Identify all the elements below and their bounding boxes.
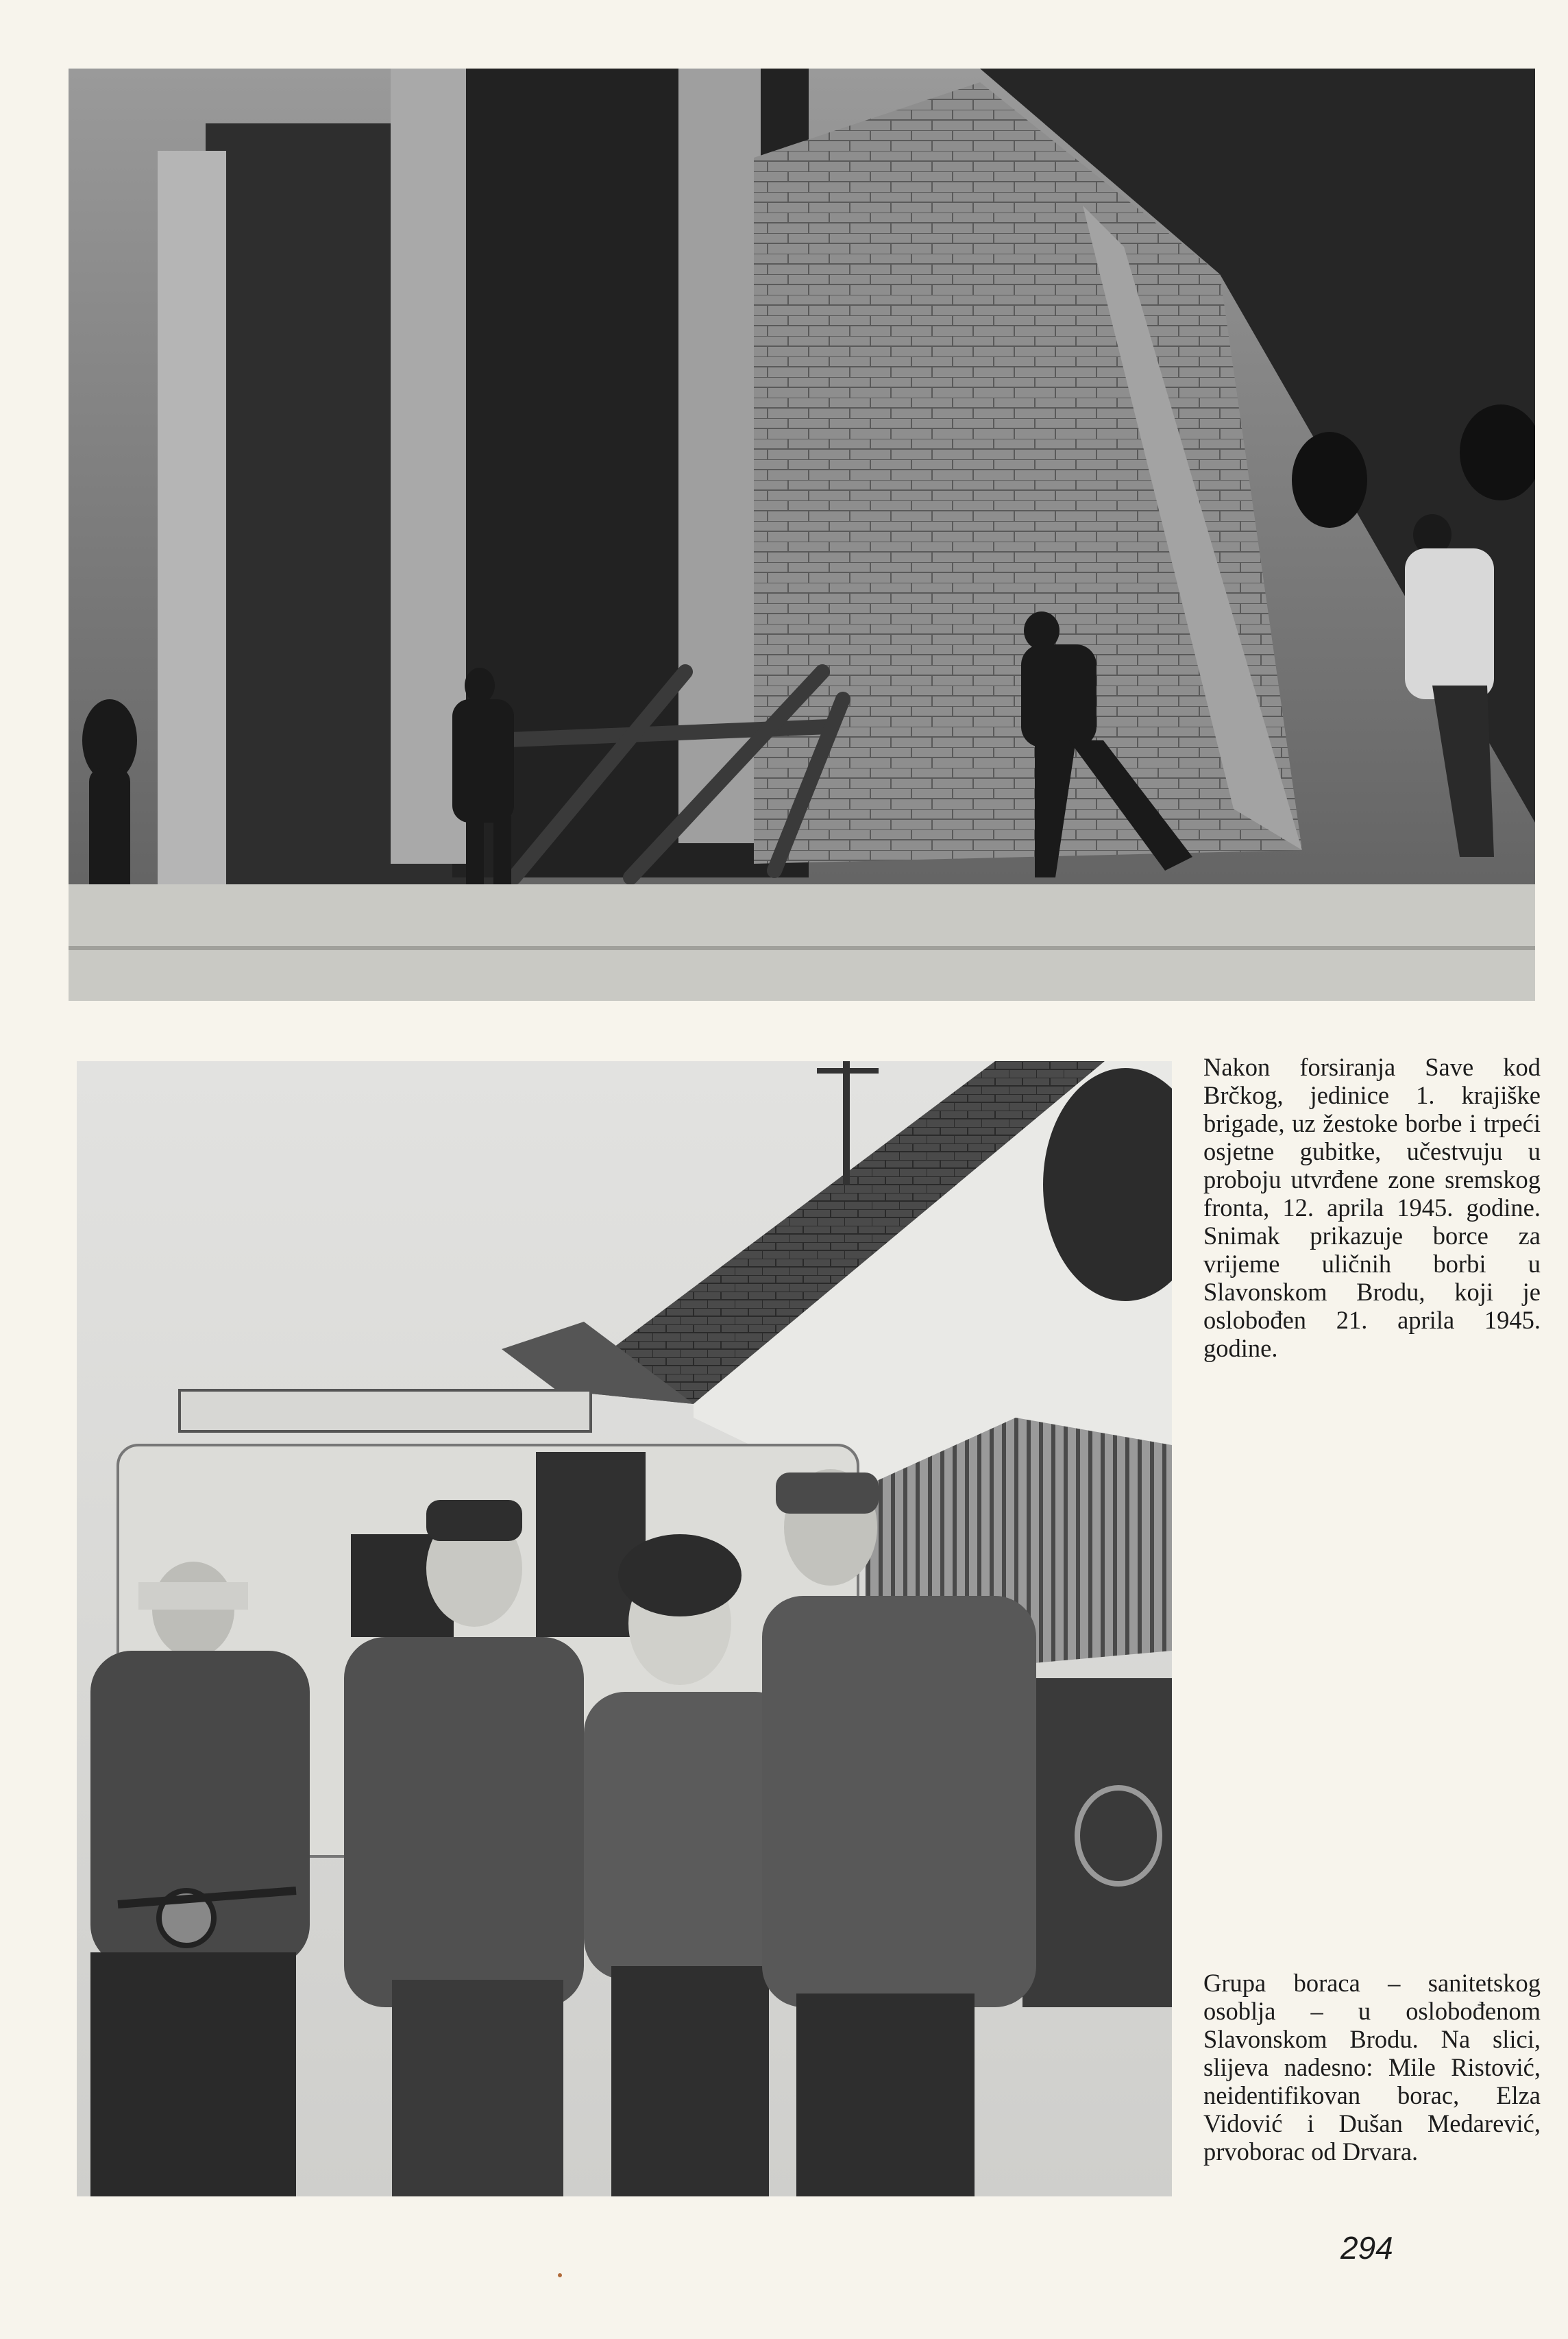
photo-street-fighting-image xyxy=(69,69,1535,1001)
caption-medical-staff: Grupa boraca – sanitetskog osoblja – u oslobođenom Slavonskom Brodu. Na slici, slijeva nadesno: Mile Ristović, neidentifikovan borac, Elza Vidović i Dušan Medarević, prvoborac od Drvara. xyxy=(1203,1969,1541,2166)
photo-street-fighting xyxy=(69,69,1535,1001)
photo-medical-staff-group-image xyxy=(77,1061,1172,2196)
page-number: 294 xyxy=(1340,2230,1393,2266)
caption-street-fighting: Nakon forsiranja Save kod Brčkog, jedinice 1. krajiške brigade, uz žestoke borbe i trpeći osjetne gubitke, učestvuju u proboju utvrđene zone sremskog fronta, 12. aprila 1945. godine. Snimak prikazuje borce za vrijeme uličnih borbi u Slavonskom Brodu, koji je oslobođen 21. aprila 1945. godine. xyxy=(1203,1053,1541,1362)
photo-medical-staff-group xyxy=(77,1061,1172,2196)
print-speck xyxy=(558,2273,562,2277)
